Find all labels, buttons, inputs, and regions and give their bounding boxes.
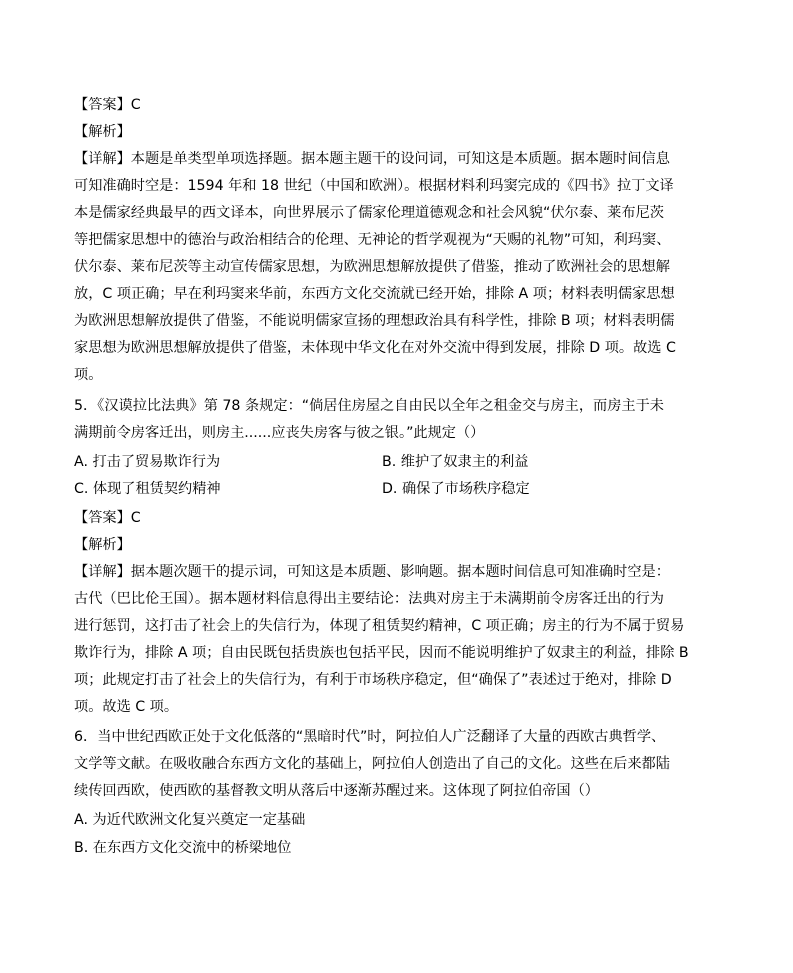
q4-detail-line-8: 家思想为欧洲思想解放提供了借鉴，未体现中华文化在对外交流中得到发展，排除 D 项。故选 C (74, 340, 676, 356)
q5-detail-line-4: 欺诈行为，排除 A 项；自由民既包括贵族也包括平民，因而不能说明维护了奴隶主的利益，排除 B (74, 645, 689, 661)
q4-detail-line-1: 【详解】本题是单类型单项选择题。据本题主题干的设问词，可知这是本质题。据本题时间信息 (74, 151, 670, 167)
q4-detail-line-2: 可知准确时空是：1594 年和 18 世纪（中国和欧洲）。根据材料利玛窦完成的《四书》拉丁文译 (74, 178, 674, 194)
q6-option-b: B. 在东西方文化交流中的桥梁地位 (74, 840, 292, 856)
q5-option-a: A. 打击了贸易欺诈行为 (74, 454, 221, 470)
q5-stem-line-1: 5．《汉谟拉比法典》第 78 条规定：“倘居住房屋之自由民以全年之租金交与房主，而房主于未 (74, 398, 664, 414)
q5-stem-line-2: 满期前令房客迁出，则房主......应丧失房客与彼之银。”此规定（） (74, 425, 485, 441)
q5-detail-line-1: 【详解】据本题次题干的提示词，可知这是本质题、影响题。据本题时间信息可知准确时空是： (74, 564, 670, 580)
q4-analysis-label: 【解析】 (74, 124, 131, 140)
q6-stem-line-2: 文学等文献。在吸收融合东西方文化的基础上，阿拉伯人创造出了自己的文化。这些在后来都陆 (74, 756, 670, 772)
q5-detail-line-2: 古代（巴比伦王国）。据本题材料信息得出主要结论：法典对房主于未满期前令房客迁出的行为 (74, 591, 664, 607)
q4-detail-line-9: 项。 (74, 367, 103, 383)
q5-analysis-label: 【解析】 (74, 537, 131, 553)
q4-detail-line-5: 伏尔泰、莱布尼茨等主动宣传儒家思想，为欧洲思想解放提供了借鉴，推动了欧洲社会的思想解 (74, 259, 670, 275)
q4-detail-line-3: 本是儒家经典最早的西文译本，向世界展示了儒家伦理道德观念和社会风貌“伏尔泰、莱布尼茨 (74, 205, 664, 221)
q4-answer: 【答案】C (74, 97, 141, 113)
q6-stem-line-3: 续传回西欧，使西欧的基督教文明从落后中逐渐苏醒过来。这体现了阿拉伯帝国（） (74, 783, 599, 799)
q5-option-d: D. 确保了市场秩序稳定 (382, 481, 530, 497)
q5-option-c: C. 体现了租赁契约精神 (74, 481, 221, 497)
q5-detail-line-3: 进行惩罚，这打击了社会上的失信行为，体现了租赁契约精神，C 项正确；房主的行为不属于贸易 (74, 618, 685, 634)
q6-stem-line-1: 6．当中世纪西欧正处于文化低落的“黑暗时代”时，阿拉伯人广泛翻译了大量的西欧古典哲学、 (74, 729, 666, 745)
q4-detail-line-6: 放，C 项正确；早在利玛窦来华前，东西方文化交流就已经开始，排除 A 项；材料表明儒家思想 (74, 286, 675, 302)
q5-detail-line-5: 项；此规定打击了社会上的失信行为，有利于市场秩序稳定，但“确保了”表述过于绝对，排除 D (74, 672, 672, 688)
q5-option-b: B. 维护了奴隶主的利益 (382, 454, 529, 470)
q5-detail-line-6: 项。故选 C 项。 (74, 699, 179, 715)
q5-answer: 【答案】C (74, 510, 141, 526)
q4-detail-line-4: 等把儒家思想中的德治与政治相结合的伦理、无神论的哲学观视为“天赐的礼物”可知，利玛窦、 (74, 232, 671, 248)
q6-option-a: A. 为近代欧洲文化复兴奠定一定基础 (74, 812, 306, 828)
q4-detail-line-7: 为欧洲思想解放提供了借鉴，不能说明儒家宣扬的理想政治具有科学性，排除 B 项；材料表明儒 (74, 313, 675, 329)
